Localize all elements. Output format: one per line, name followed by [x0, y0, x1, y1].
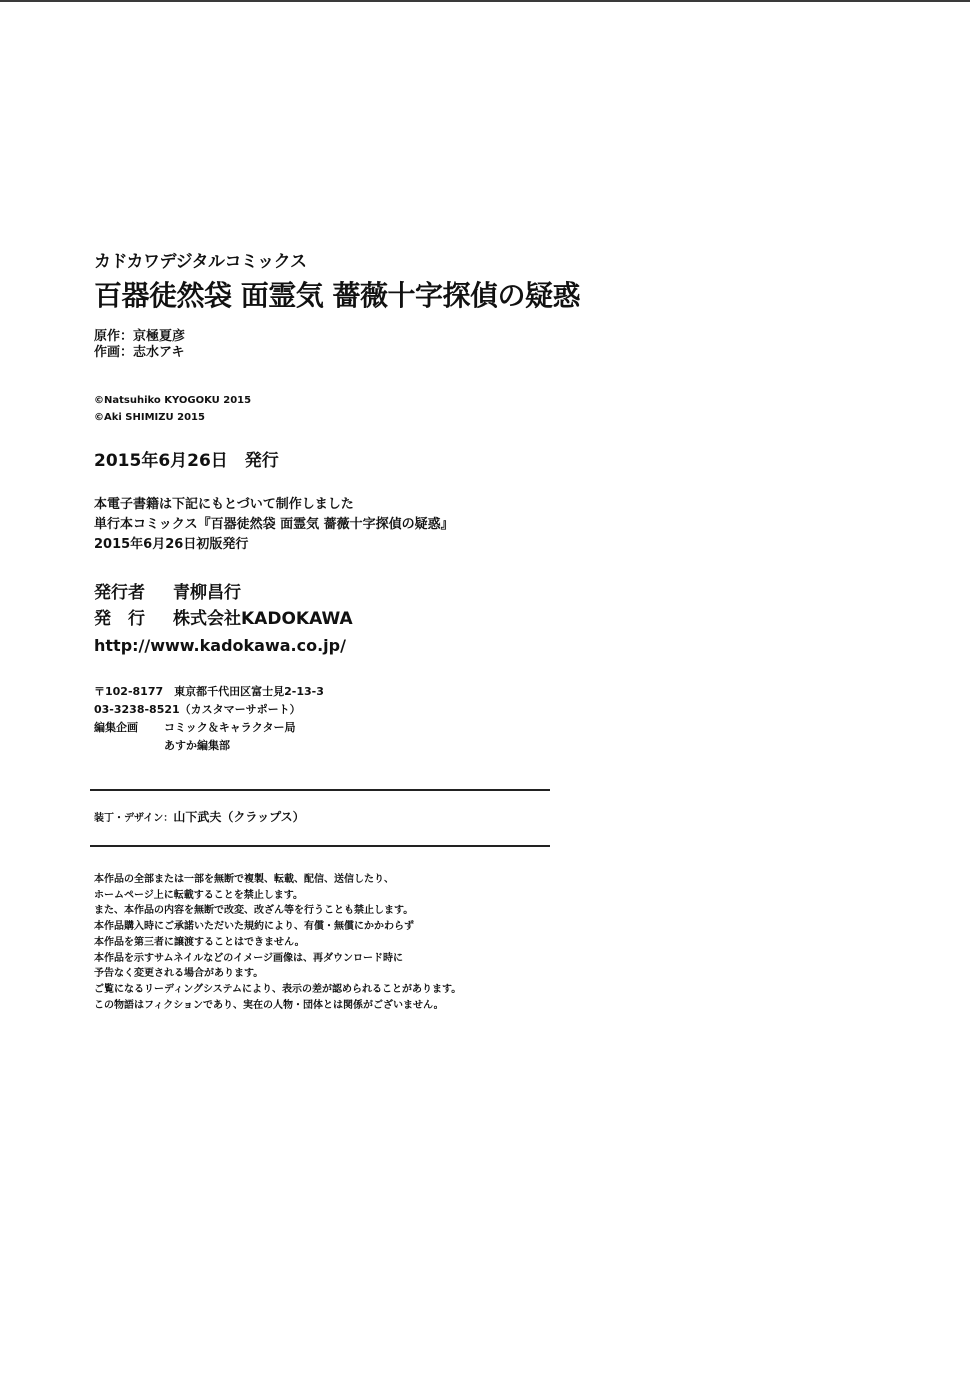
ebook-note — [94, 495, 454, 555]
publisher-url: http://www.kadokawa.co.jp/ — [94, 636, 346, 655]
publisher-person: 青柳昌行 — [173, 583, 241, 603]
book-title: 百器徒然袋 面霊気 薔薇十字探偵の疑惑 — [94, 279, 580, 312]
credit-name: 京極夏彦 — [133, 329, 186, 344]
credits — [94, 329, 185, 361]
credit-artist: 作画：志水アキ — [94, 345, 185, 360]
notice-line: 本作品購入時にご承諾いただいた規約により、有償・無償にかかわらず — [94, 921, 414, 933]
ebook-note-line: 単行本コミックス『百器徒然袋 面霊気 薔薇十字探偵の疑惑』 — [94, 517, 454, 532]
notice-line: ホームページ上に転載することを禁止します。 — [94, 889, 303, 901]
notice-line: ご覧になるリーディングシステムにより、表示の差が認められることがあります。 — [94, 983, 462, 995]
issuer-row — [94, 606, 353, 632]
phone-number: 03-3238-8521（カスタマーサポート） — [94, 703, 301, 716]
credit-original-author: 原作：京極夏彦 — [94, 329, 186, 344]
address-block — [94, 683, 324, 755]
publisher-person-row — [94, 580, 353, 606]
design-credit — [94, 808, 305, 825]
notice-line: 本作品を示すサムネイルなどのイメージ画像は、再ダウンロード時に — [94, 952, 403, 964]
notice-line: 予告なく変更される場合があります。 — [94, 968, 264, 980]
issuer-label: 発 行 — [94, 609, 145, 629]
planning-row — [94, 719, 324, 737]
divider-top — [90, 789, 550, 791]
copyright-block — [94, 392, 251, 426]
publisher-person-label: 発行者 — [94, 583, 145, 603]
divider-bottom — [90, 845, 550, 847]
issuer-name: 株式会社KADOKAWA — [173, 609, 353, 629]
design-label: 装丁・デザイン： — [94, 813, 174, 824]
design-name: 山下武夫（クラップス） — [173, 810, 305, 824]
legal-notice — [94, 872, 461, 1013]
copyright-line: ©Natsuhiko KYOGOKU 2015 — [94, 395, 252, 406]
planning-label: 編集企画 — [94, 721, 138, 734]
ebook-note-line: 2015年6月26日初版発行 — [94, 537, 249, 552]
credit-role: 作画 — [94, 345, 121, 360]
publication-date: 2015年6月26日 発行 — [94, 451, 279, 471]
series-label: カドカワデジタルコミックス — [94, 252, 307, 272]
planning-dept: コミック＆キャラクター局 — [164, 721, 296, 734]
copyright-line: ©Aki SHIMIZU 2015 — [94, 412, 205, 423]
postal-address: 〒102-8177 東京都千代田区富士見2-13-3 — [94, 685, 324, 698]
notice-line: 本作品の全部または一部を無断で複製、転載、配信、送信したり、 — [94, 874, 394, 885]
credit-name: 志水アキ — [133, 345, 185, 360]
publisher-block — [94, 580, 353, 632]
ebook-note-line: 本電子書籍は下記にもとづいて制作しました — [94, 497, 354, 512]
notice-line: この物語はフィクションであり、実在の人物・団体とは関係がございません。 — [94, 999, 444, 1011]
notice-line: 本作品を第三者に譲渡することはできません。 — [94, 936, 305, 948]
page-top-edge — [0, 0, 970, 2]
notice-line: また、本作品の内容を無断で改変、改ざん等を行うことも禁止します。 — [94, 905, 414, 917]
editorial-dept: あすか編集部 — [164, 739, 230, 752]
credit-role: 原作 — [94, 329, 121, 344]
